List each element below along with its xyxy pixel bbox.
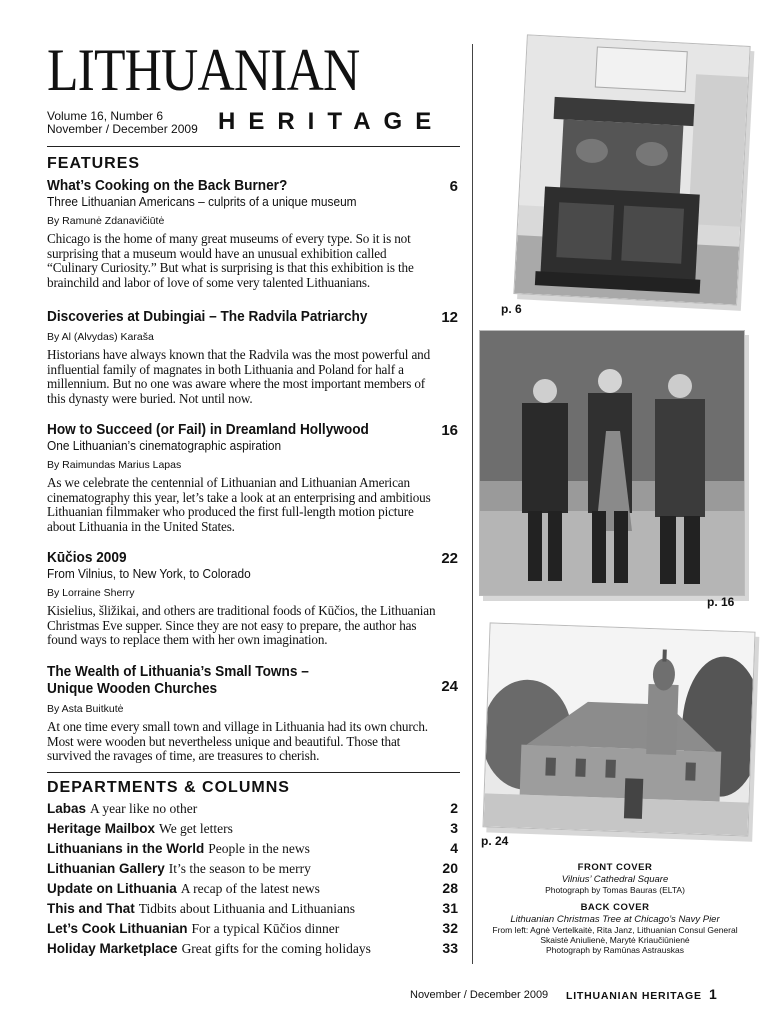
dept-desc: For a typical Kūčios dinner [191,921,340,936]
dept-heritage-mailbox[interactable] [47,820,460,840]
article-page: 16 [441,422,458,439]
back-cover-caption: Lithuanian Christmas Tree at Chicago’s Navy Pier [510,914,720,925]
article-dubingiai[interactable] [47,309,460,406]
dept-page: 31 [442,900,458,916]
dept-holiday-marketplace[interactable] [47,940,460,960]
article-page: 6 [449,178,458,195]
photo-label-p16: p. 16 [707,595,735,609]
dept-labas[interactable] [47,800,460,820]
back-cover-heading: BACK COVER [580,902,650,913]
three-men-photo [479,330,745,596]
article-subtitle: From Vilnius, to New York, to Colorado [47,567,251,581]
footer-page-number: 1 [709,986,717,1002]
dept-lithuanians-in-world[interactable] [47,840,460,860]
article-title[interactable]: What’s Cooking on the Back Burner? [47,178,288,194]
dept-name[interactable]: Labas [47,801,87,816]
article-summary: Kisielius, šližikai, and others are traditional foods of Kūčios, the Lithuanian Christmas Eve supper. Since they are not easy to prepare, the author has found ways to replace them with her own imagination. [47,603,436,647]
article-title-line2[interactable]: Unique Wooden Churches [47,681,218,697]
article-author: By Asta Buitkutė [47,703,124,715]
article-wooden-churches[interactable] [47,664,460,764]
dept-page: 28 [442,880,458,896]
stove-photo [513,34,750,305]
dept-page: 2 [450,800,458,816]
front-cover-caption: Vilnius’ Cathedral Square [561,874,669,885]
back-cover-photographer: Photograph by Ramūnas Astrauskas [546,945,684,955]
dept-desc: A recap of the latest news [180,881,320,896]
article-summary: Historians have always known that the Radvila was the most powerful and influential family of magnates in both Lithuania and Poland for half a millennium. But no one was aware where the most important members of this dynasty were buried. Not until now. [47,347,431,406]
dept-lithuanian-gallery[interactable] [47,860,460,880]
front-cover-heading: FRONT COVER [577,862,653,873]
masthead-divider [47,146,460,147]
article-subtitle: Three Lithuanian Americans – culprits of a unique museum [47,195,357,209]
dept-page: 4 [450,840,458,856]
issue-date: November / December 2009 [47,122,198,136]
dept-page: 32 [442,920,458,936]
dept-desc: People in the news [208,841,310,856]
article-author: By Lorraine Sherry [47,587,135,599]
dept-name[interactable]: Lithuanians in the World [47,841,205,856]
back-cover-people: From left: Agnė Vertelkaitė, Rita Janz, Lithuanian Consul General [492,925,738,935]
dept-page: 3 [450,820,458,836]
dept-desc: We get letters [159,821,233,836]
dept-desc: Tidbits about Lithuania and Lithuanians [138,901,355,916]
article-author: By Al (Alvydas) Karaša [47,331,154,343]
masthead-subtitle: HERITAGE [218,108,445,135]
dept-desc: Great gifts for the coming holidays [181,941,371,956]
church-photo [483,622,756,836]
dept-name[interactable]: Update on Lithuania [47,881,177,896]
article-page: 24 [441,678,458,695]
photo-label-p6: p. 6 [501,302,522,316]
article-summary: Chicago is the home of many great museums of every type. So it is not surprising that a museum would have an unusual exhibition called “Culinary Curiosity.” But what is surprising is that this exhibition is the brainchild and labor of love of some very talented Lithuanians. [47,231,414,290]
dept-desc: A year like no other [90,801,198,816]
article-summary: As we celebrate the centennial of Lithuanian and Lithuanian American cinematography this year, let’s take a look at an enterprising and ambitious Lithuanian filmmaker who produced the first full-length motion picture about Lithuania in the United States. [47,475,431,534]
article-page: 12 [441,309,458,326]
article-cooking[interactable] [47,178,460,290]
footer-magazine: LITHUANIAN HERITAGE [566,990,702,1002]
dept-desc: It’s the season to be merry [168,861,311,876]
issue-info [47,110,198,136]
features-heading: FEATURES [47,155,141,172]
dept-name[interactable]: Let’s Cook Lithuanian [47,921,188,936]
article-title[interactable]: The Wealth of Lithuania’s Small Towns – [47,664,309,680]
article-author: By Raimundas Marius Lapas [47,459,182,471]
article-title[interactable]: How to Succeed (or Fail) in Dreamland Hollywood [47,422,369,438]
front-cover-photographer: Photograph by Tomas Bauras (ELTA) [545,885,685,895]
back-cover-credit [484,902,746,955]
front-cover-credit [484,862,746,895]
dept-this-and-that[interactable] [47,900,460,920]
dept-name[interactable]: Holiday Marketplace [47,941,178,956]
dept-name[interactable]: Lithuanian Gallery [47,861,165,876]
dept-name[interactable]: Heritage Mailbox [47,821,156,836]
volume-number: Volume 16, Number 6 [47,109,164,123]
article-title[interactable]: Discoveries at Dubingiai – The Radvila Patriarchy [47,309,368,325]
column-divider [472,44,473,964]
article-hollywood[interactable] [47,422,460,534]
back-cover-people-2: Skaistė Aniulienė, Marytė Kriaučiūnienė [540,935,690,945]
dept-name[interactable]: This and That [47,901,135,916]
masthead-title: LITHUANIAN [47,37,360,103]
article-subtitle: One Lithuanian’s cinematographic aspiration [47,439,282,453]
dept-page: 20 [442,860,458,876]
dept-lets-cook[interactable] [47,920,460,940]
article-title[interactable]: Kūčios 2009 [47,550,127,566]
article-page: 22 [441,550,458,567]
article-kucios[interactable] [47,550,460,648]
dept-page: 33 [442,940,458,956]
departments-divider [47,772,460,773]
dept-update-on-lithuania[interactable] [47,880,460,900]
footer-date: November / December 2009 [410,989,549,1001]
article-author: By Ramunė Zdanavičiūtė [47,215,165,227]
photo-label-p24: p. 24 [481,834,509,848]
article-summary: At one time every small town and village in Lithuania had its own church. Most were wooden but nevertheless unique and beautiful. Those that survived the ravages of time, are treasures to cherish. [47,719,428,763]
departments-heading: DEPARTMENTS & COLUMNS [47,779,290,796]
